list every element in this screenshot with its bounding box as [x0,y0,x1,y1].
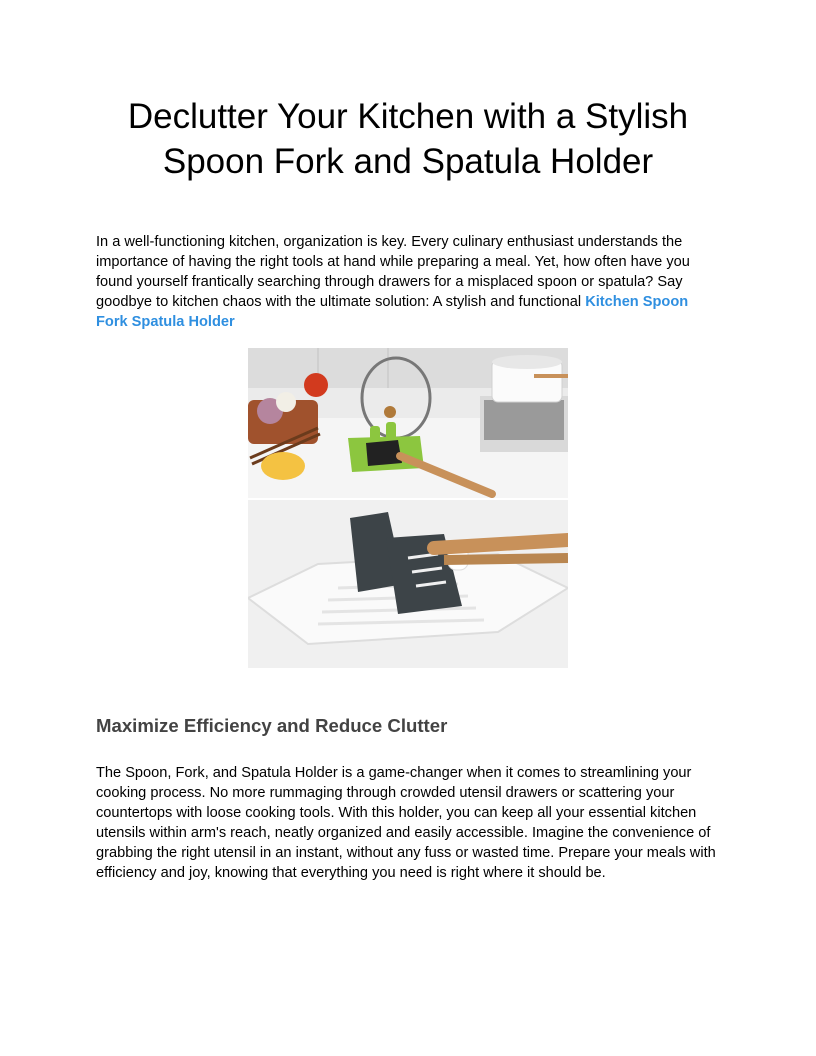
product-link[interactable]: Kitchen Spoon Fork Spatula Holder [96,294,689,330]
intro-paragraph [96,232,722,332]
intro-text: In a well-functioning kitchen, organization is key. Every culinary enthusiast understands the importance of having the right tools at hand while preparing a meal. Yet, how often have you found yourself frantically searching through drawers for a misplaced spoon or spatula? Say goodbye to kitchen chaos with the ultimate solution: A stylish and functional [96,234,690,310]
section-heading: Maximize Efficiency and Reduce Clutter [96,715,448,736]
title-line-2: Spoon Fork and Spatula Holder [162,142,654,181]
page-title [96,94,720,184]
kitchen-scene-photo [248,348,568,498]
product-photo [248,348,568,668]
title-line-1: Declutter Your Kitchen with a Stylish [127,97,689,136]
section-paragraph: The Spoon, Fork, and Spatula Holder is a game-changer when it comes to streamlining your cooking process. No more rummaging through crowded utensil drawers or scattering your countertops with loose cooking tools. With this holder, you can keep all your essential kitchen utensils within arm's reach, neatly organized and easily accessible. Imagine the convenience of grabbing the right utensil in an instant, without any fuss or wasted time. Prepare your meals with efficiency and joy, knowing that everything you need is right where it should be. [96,765,716,881]
holder-closeup-photo [248,500,568,668]
